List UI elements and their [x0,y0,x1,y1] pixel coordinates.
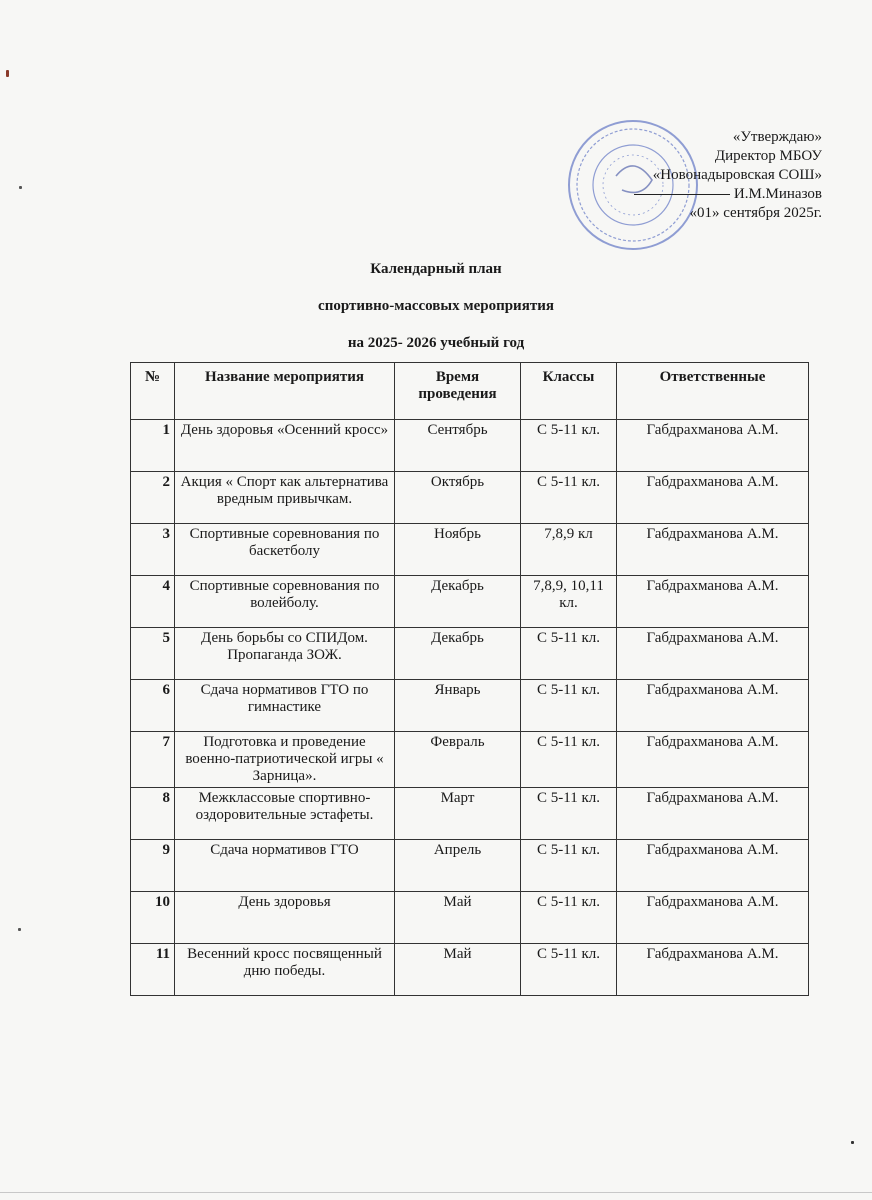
table-row [131,472,809,524]
row-event-name: Подготовка и проведение военно-патриотической игры « Зарница». [175,732,395,788]
row-responsible: Габдрахманова А.М. [617,892,809,944]
paper-speck [19,186,22,189]
row-number: 1 [131,420,175,472]
events-table [130,362,809,996]
row-number: 10 [131,892,175,944]
row-responsible: Габдрахманова А.М. [617,576,809,628]
title-line-2: спортивно-массовых мероприятия [318,298,554,314]
row-event-name: Спортивные соревнования по волейболу. [175,576,395,628]
row-responsible: Габдрахманова А.М. [617,472,809,524]
table-row [131,788,809,840]
row-number: 5 [131,628,175,680]
table-row [131,420,809,472]
row-time: Ноябрь [395,524,521,576]
table-row [131,524,809,576]
header-classes: Классы [521,363,617,420]
row-time: Январь [395,680,521,732]
table-row [131,892,809,944]
header-event-name: Название мероприятия [175,363,395,420]
table-row [131,944,809,996]
paper-speck [851,1141,854,1144]
approval-signature-row [582,185,822,204]
row-time: Декабрь [395,628,521,680]
approval-date: «01» сентября 2025г. [689,205,822,221]
table-row [131,680,809,732]
row-event-name: День здоровья [175,892,395,944]
header-number: № [131,363,175,420]
row-time: Октябрь [395,472,521,524]
paper-speck [6,70,9,77]
row-time: Сентябрь [395,420,521,472]
table-row [131,732,809,788]
approval-heading: «Утверждаю» [732,129,822,145]
title-line-1: Календарный план [370,261,502,277]
row-time: Апрель [395,840,521,892]
row-number: 4 [131,576,175,628]
row-classes: С 5-11 кл. [521,732,617,788]
table-row [131,628,809,680]
row-classes: С 5-11 кл. [521,788,617,840]
row-responsible: Габдрахманова А.М. [617,420,809,472]
row-time: Февраль [395,732,521,788]
row-classes: 7,8,9, 10,11 кл. [521,576,617,628]
row-responsible: Габдрахманова А.М. [617,628,809,680]
row-responsible: Габдрахманова А.М. [617,840,809,892]
table-header-row [131,363,809,420]
row-number: 3 [131,524,175,576]
row-event-name: Межклассовые спортивно-оздоровительные эстафеты. [175,788,395,840]
row-number: 7 [131,732,175,788]
signature-line [634,194,730,195]
row-responsible: Габдрахманова А.М. [617,732,809,788]
paper-speck [18,928,21,931]
row-event-name: Акция « Спорт как альтернатива вредным привычкам. [175,472,395,524]
header-time: Время проведения [395,363,521,420]
table-row [131,840,809,892]
row-event-name: Сдача нормативов ГТО по гимнастике [175,680,395,732]
row-classes: С 5-11 кл. [521,680,617,732]
row-event-name: День борьбы со СПИДом. Пропаганда ЗОЖ. [175,628,395,680]
scan-edge-line [0,1192,872,1193]
row-classes: 7,8,9 кл [521,524,617,576]
row-classes: С 5-11 кл. [521,472,617,524]
row-time: Май [395,944,521,996]
row-number: 11 [131,944,175,996]
row-classes: С 5-11 кл. [521,840,617,892]
header-responsible: Ответственные [617,363,809,420]
row-event-name: Спортивные соревнования по баскетболу [175,524,395,576]
row-responsible: Габдрахманова А.М. [617,680,809,732]
approval-block [582,128,822,223]
row-number: 9 [131,840,175,892]
row-event-name: Весенний кросс посвященный дню победы. [175,944,395,996]
row-classes: С 5-11 кл. [521,944,617,996]
row-responsible: Габдрахманова А.М. [617,944,809,996]
row-event-name: Сдача нормативов ГТО [175,840,395,892]
row-responsible: Габдрахманова А.М. [617,788,809,840]
row-number: 8 [131,788,175,840]
approval-director-name: И.М.Миназов [733,186,822,202]
title-line-3: на 2025- 2026 учебный год [347,335,525,351]
document-title [0,258,872,369]
row-classes: С 5-11 кл. [521,892,617,944]
row-number: 6 [131,680,175,732]
row-classes: С 5-11 кл. [521,420,617,472]
row-time: Декабрь [395,576,521,628]
row-responsible: Габдрахманова А.М. [617,524,809,576]
approval-position: Директор МБОУ [714,148,822,164]
approval-school: «Новонадыровская СОШ» [652,167,822,183]
row-event-name: День здоровья «Осенний кросс» [175,420,395,472]
row-time: Март [395,788,521,840]
row-number: 2 [131,472,175,524]
table-row [131,576,809,628]
row-classes: С 5-11 кл. [521,628,617,680]
row-time: Май [395,892,521,944]
